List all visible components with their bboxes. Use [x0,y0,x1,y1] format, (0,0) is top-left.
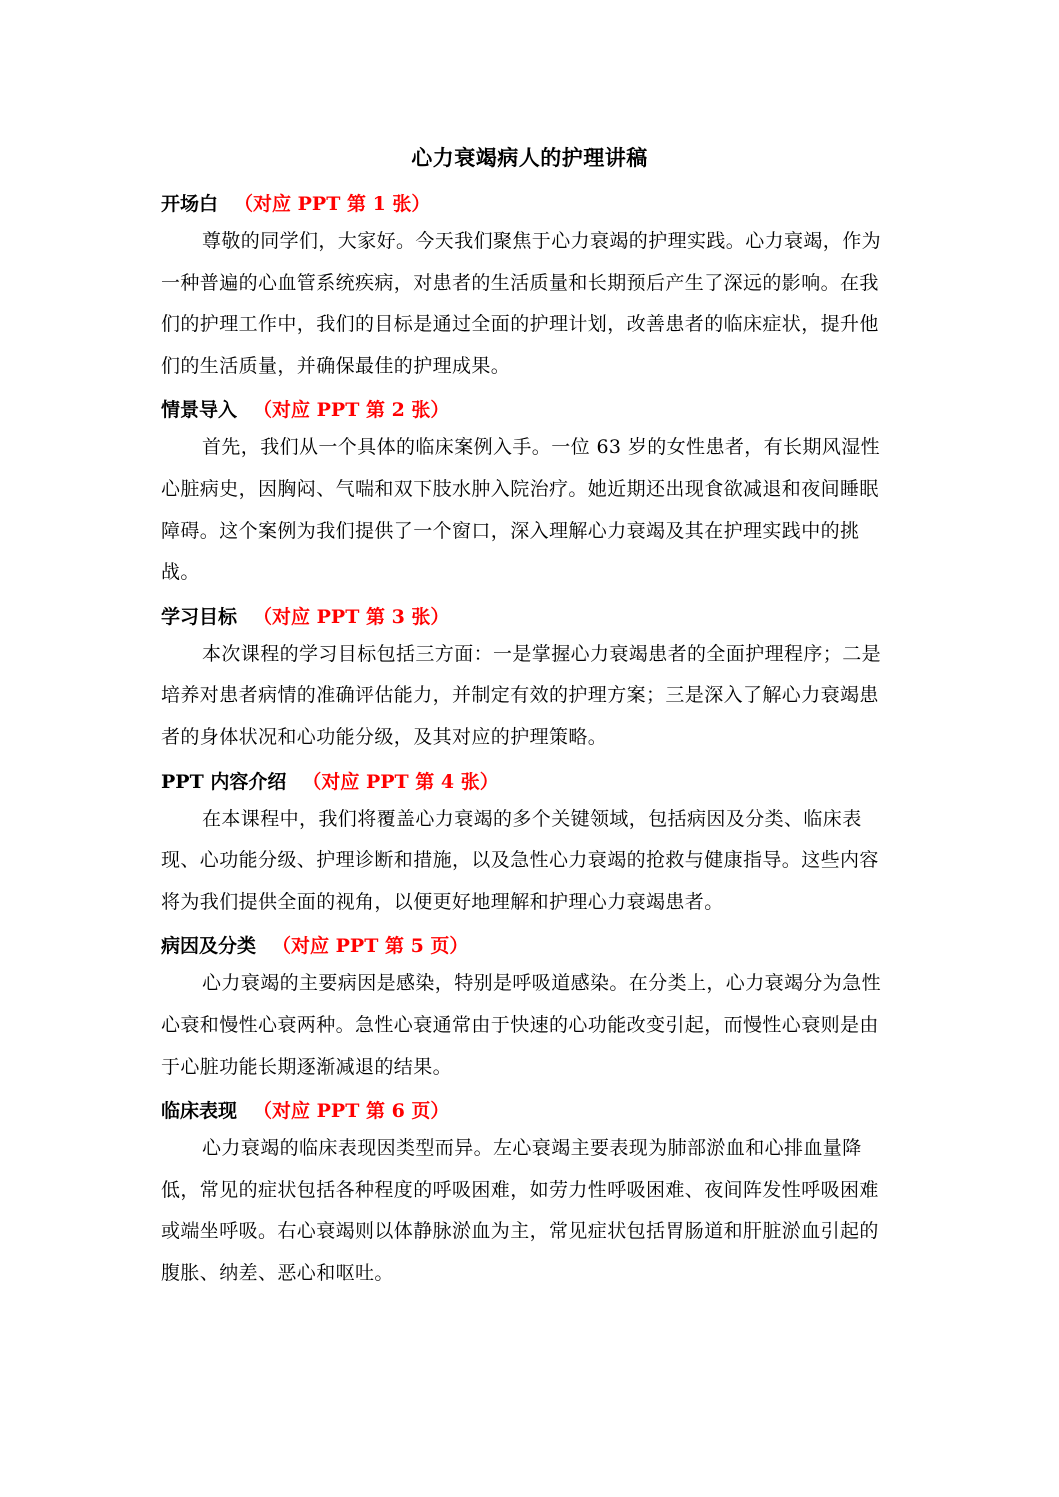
section-heading [161,765,898,799]
section-heading [161,1094,898,1128]
section-etiology [161,929,898,1088]
slide-reference: （对应 PPT 第 2 张） [253,399,450,422]
slide-reference: （对应 PPT 第 3 张） [253,605,450,628]
section-heading-text: 学习目标 [161,605,238,628]
section-paragraph: 本次课程的学习目标包括三方面：一是掌握心力衰竭患者的全面护理程序；二是培养对患者病情的准确评估能力，并制定有效的护理方案；三是深入了解心力衰竭患者的身体状况和心功能分级，及其对应的护理策略。 [161,642,882,748]
section-heading [161,187,898,221]
section-heading-text: 开场白 [161,193,219,215]
section-paragraph: 首先，我们从一个具体的临床案例入手。一位 63 岁的女性患者，有长期风湿性心脏病史，因胸闷、气喘和双下肢水肿入院治疗。她近期还出现食欲减退和夜间睡眠障碍。这个案例为我们提供了一个窗口，深入理解心力衰竭及其在护理实践中的挑战。 [161,436,881,584]
section-heading [161,600,898,634]
section-opening [161,187,898,387]
section-paragraph: 心力衰竭的临床表现因类型而异。左心衰竭主要表现为肺部淤血和心排血量降低，常见的症状包括各种程度的呼吸困难，如劳力性呼吸困难、夜间阵发性呼吸困难或端坐呼吸。右心衰竭则以体静脉淤血为主，常见症状包括胃肠道和肝脏淤血引起的腹胀、纳差、恶心和呕吐。 [161,1137,879,1284]
section-paragraph: 在本课程中，我们将覆盖心力衰竭的多个关键领域，包括病因及分类、临床表现、心功能分级、护理诊断和措施，以及急性心力衰竭的抢救与健康指导。这些内容将为我们提供全面的视角，以便更好地理解和护理心力衰竭患者。 [161,807,879,913]
document-title: 心力衰竭病人的护理讲稿 [411,145,648,170]
section-heading-text: 情景导入 [161,399,238,422]
section-paragraph: 尊敬的同学们，大家好。今天我们聚焦于心力衰竭的护理实践。心力衰竭，作为一种普遍的心血管系统疾病，对患者的生活质量和长期预后产生了深远的影响。在我们的护理工作中，我们的目标是通过全面的护理计划，改善患者的临床症状，提升他们的生活质量，并确保最佳的护理成果。 [161,230,882,377]
section-scenario [161,393,898,593]
section-ppt-overview [161,765,898,924]
section-objectives [161,600,898,759]
section-heading-text: PPT 内容介绍 [161,770,287,793]
section-heading [161,929,898,963]
document-body [161,187,898,1294]
section-heading [161,393,898,427]
slide-reference: （对应 PPT 第 4 张） [302,770,499,793]
section-clinical-manifestations [161,1094,898,1294]
slide-reference: （对应 PPT 第 5 页） [272,935,469,958]
section-paragraph: 心力衰竭的主要病因是感染，特别是呼吸道感染。在分类上，心力衰竭分为急性心衰和慢性心衰两种。急性心衰通常由于快速的心功能改变引起，而慢性心衰则是由于心脏功能长期逐渐减退的结果。 [161,972,882,1078]
section-heading-text: 病因及分类 [161,935,257,958]
section-heading-text: 临床表现 [161,1100,238,1123]
slide-reference: （对应 PPT 第 6 页） [253,1100,450,1123]
slide-reference: （对应 PPT 第 1 张） [234,193,431,215]
